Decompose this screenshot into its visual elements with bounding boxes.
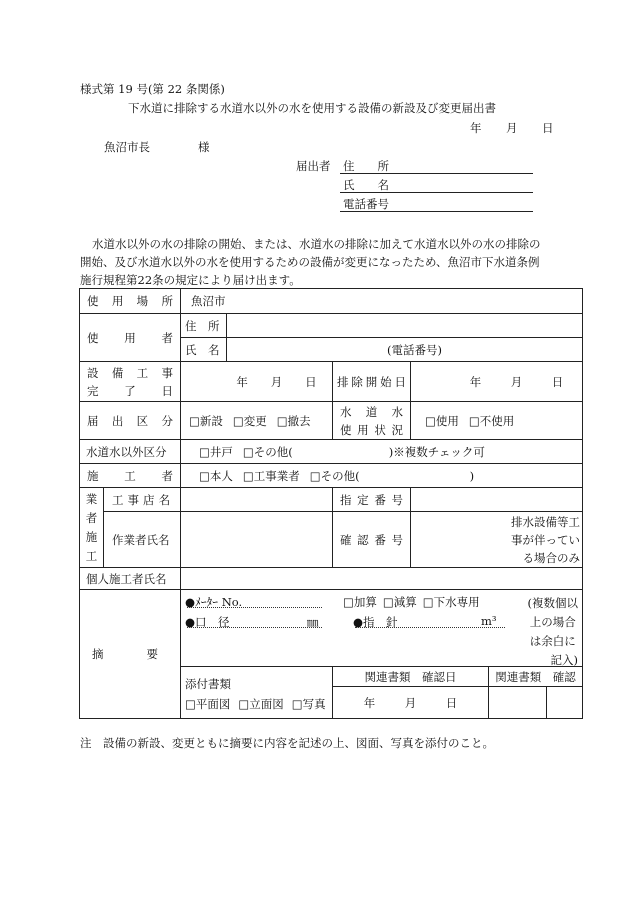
applicant-address-label: 住 所 — [343, 159, 389, 173]
constructor-options[interactable]: □本人 □工事業者 □その他( ) — [181, 464, 583, 488]
row-summary-top — [80, 590, 583, 667]
completion-date[interactable]: 年 月 日 — [181, 362, 333, 402]
applicant-address-line[interactable] — [340, 173, 533, 174]
meter-no-label: ●ﾒｰﾀｰ No. — [185, 595, 243, 609]
user-label: 使 用 者 — [80, 314, 181, 362]
row-usage-place — [80, 289, 583, 314]
checkbox-add[interactable]: □加算 — [343, 595, 377, 609]
date-month: 月 — [506, 121, 518, 135]
date-day: 日 — [542, 121, 554, 135]
row-worker — [80, 512, 583, 568]
reading-label: ●指 針 — [353, 615, 398, 629]
confirmation-no-label: 確 認 番 号 — [333, 512, 411, 568]
attachments-cell[interactable] — [181, 667, 333, 719]
constructor-label: 施 工 者 — [80, 464, 181, 488]
row-notice-type — [80, 402, 583, 440]
applicant-label: 届出者 — [296, 159, 331, 173]
confirm-date-value[interactable]: 年 月 日 — [333, 687, 489, 719]
diameter-label: ●口 径 — [185, 615, 230, 629]
checkbox-change[interactable]: □変更 — [232, 413, 267, 428]
date-year: 年 — [470, 121, 482, 135]
user-address-value[interactable] — [227, 314, 583, 338]
footnote: 注 設備の新設、変更ともに摘要に内容を記述の上、図面、写真を添付のこと。 — [80, 736, 494, 750]
designation-no-label: 指 定 番 号 — [333, 488, 411, 512]
checkbox-use[interactable]: □使用 — [425, 413, 459, 428]
checkbox-remove[interactable]: □撤去 — [276, 413, 311, 428]
form-title: 下水道に排除する水道水以外の水を使用する設備の新設及び変更届出書 — [128, 101, 496, 115]
non-tap-class-label: 水道水以外区分 — [80, 440, 181, 464]
form-table — [79, 288, 583, 719]
checkbox-subtract[interactable]: □減算 — [382, 595, 417, 609]
addressee: 魚沼市長 — [104, 140, 150, 154]
notice-type-label: 届 出 区 分 — [80, 402, 181, 440]
usage-place-label: 使 用 場 所 — [80, 289, 181, 314]
confirm2-value[interactable] — [547, 687, 583, 719]
multi-note: (複数個以 上の場合 は余白に 記入) — [527, 596, 578, 667]
row-constructor — [80, 464, 583, 488]
shop-name-value[interactable] — [181, 488, 333, 512]
individual-label: 個人施工者氏名 — [80, 568, 181, 590]
body-text-line-3: 施行規程第22条の規定により届け出ます。 — [80, 273, 301, 287]
contractor-side-label: 業 者 施 工 — [80, 488, 104, 568]
applicant-name-label: 氏 名 — [343, 178, 389, 192]
body-text-line-1: 水道水以外の水の排除の開始、または、水道水の排除に加えて水道水以外の水の排除の — [92, 237, 541, 251]
related-docs-header: 関連書類 確認日 — [333, 667, 489, 687]
checkbox-photo[interactable]: □写真 — [291, 697, 326, 711]
checkbox-plan[interactable]: □平面図 — [185, 697, 231, 711]
checkbox-sewer-only[interactable]: □下水専用 — [422, 595, 480, 609]
meter-no-line[interactable] — [187, 607, 322, 608]
diameter-line[interactable] — [187, 627, 322, 628]
row-non-tap-class — [80, 440, 583, 464]
checkbox-not-use[interactable]: □不使用 — [468, 413, 515, 428]
checkbox-new[interactable]: □新設 — [189, 413, 223, 428]
user-phone-label: (電話番号) — [387, 342, 442, 357]
applicant-name-line[interactable] — [340, 192, 533, 193]
diameter-unit: ㎜ — [307, 615, 319, 629]
water-status-options[interactable] — [411, 402, 583, 440]
checkbox-constructor-other[interactable]: □その他( — [309, 468, 360, 483]
shop-name-label: 工事店名 — [104, 488, 181, 512]
notice-type-options[interactable] — [181, 402, 333, 440]
checkbox-other[interactable]: □その他( — [242, 444, 293, 459]
row-completion — [80, 362, 583, 402]
checkbox-self[interactable]: □本人 — [199, 468, 233, 483]
form-number: 様式第 19 号(第 22 条関係) — [80, 82, 225, 96]
worker-name-label: 作業者氏名 — [104, 512, 181, 568]
discharge-start-date[interactable]: 年 月 日 — [411, 362, 583, 402]
user-name-value[interactable] — [227, 338, 583, 362]
multi-check-note: )※複数チェック可 — [388, 444, 485, 459]
usage-place-value[interactable]: 魚沼市 — [181, 289, 583, 314]
reading-unit: m³ — [481, 614, 497, 628]
user-name-label: 氏 名 — [181, 338, 227, 362]
body-text-line-2: 開始、及び水道水以外の水を使用するための設備が変更になったため、魚沼市下水道条例 — [80, 255, 540, 269]
confirmation-no-value[interactable]: 排水設備等工 事が伴ってい る場合のみ — [411, 512, 583, 568]
applicant-phone-label: 電話番号 — [343, 197, 389, 211]
designation-no-value[interactable] — [411, 488, 583, 512]
row-shop — [80, 488, 583, 512]
row-individual — [80, 568, 583, 590]
discharge-start-label: 排 除 開 始 日 — [333, 362, 411, 402]
individual-value[interactable] — [181, 568, 583, 590]
checkbox-well[interactable]: □井戸 — [199, 444, 233, 459]
row-user-address — [80, 314, 583, 338]
attachments-label: 添付書類 — [185, 677, 231, 691]
summary-label: 摘 要 — [80, 590, 181, 719]
water-status-label: 水 道 水 使 用 状 況 — [333, 402, 411, 440]
honorific: 様 — [198, 140, 210, 154]
related-docs2-header: 関連書類 確認 — [489, 667, 583, 687]
non-tap-class-options[interactable] — [181, 440, 583, 464]
user-address-label: 住 所 — [181, 314, 227, 338]
completion-label: 設 備 工 事 完 了 日 — [80, 362, 181, 402]
related-docs2-value[interactable] — [489, 687, 547, 719]
checkbox-contractor[interactable]: □工事業者 — [242, 468, 300, 483]
summary-body[interactable] — [181, 590, 583, 667]
checkbox-elevation[interactable]: □立面図 — [238, 697, 284, 711]
worker-name-value[interactable] — [181, 512, 333, 568]
applicant-phone-line[interactable] — [340, 211, 533, 212]
